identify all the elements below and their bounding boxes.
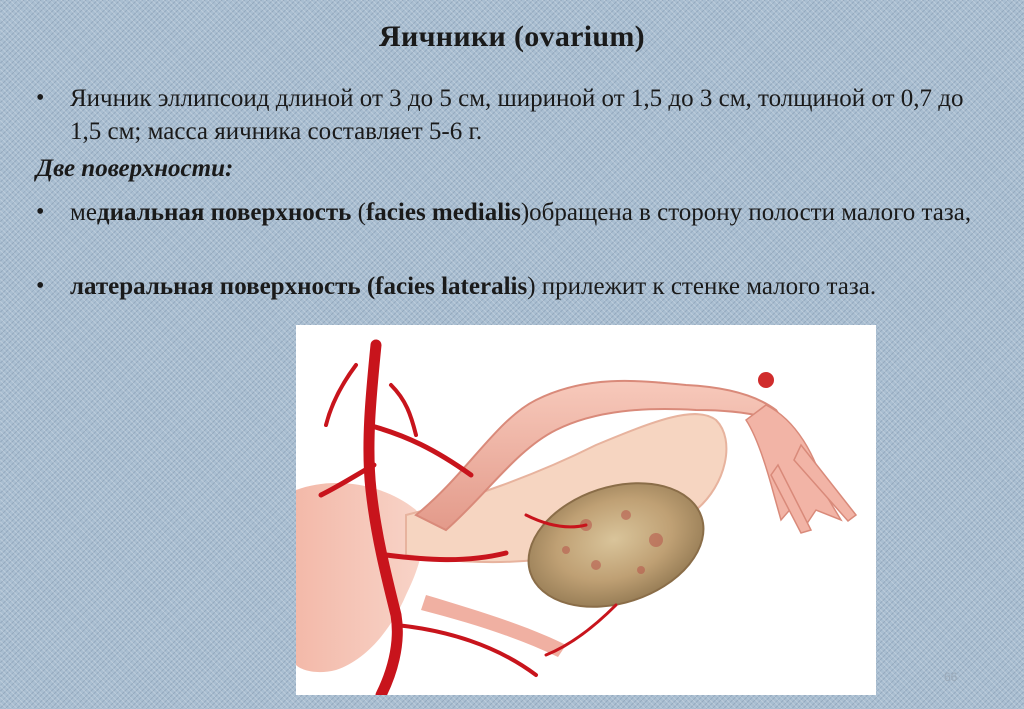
- ovary-illustration-svg: [296, 325, 876, 695]
- ovary-anatomy-illustration: [296, 325, 876, 695]
- tube-red-dot: [758, 372, 774, 388]
- bullet-dimensions-text: Яичник эллипсоид длиной от 3 до 5 см, шириной от 1,5 до 3 см, толщиной от 0,7 до 1,5 см; масса яичника составляет 5-6 г.: [70, 85, 964, 145]
- bullet-lateral-surface: [36, 270, 980, 303]
- bullet-medial-surface: [36, 196, 980, 229]
- slide-number: 66: [944, 670, 958, 684]
- uterus-shape: [296, 483, 423, 672]
- lateral-description: ) прилежит к стенке малого таза.: [527, 273, 877, 300]
- medial-term: диальная поверхность: [96, 199, 352, 226]
- bullet-dimensions: [36, 82, 980, 148]
- medial-latin-term: facies medialis: [365, 199, 521, 226]
- medial-prefix: ме: [70, 199, 97, 226]
- lateral-term: латеральная поверхность (facies lateralis: [70, 273, 528, 300]
- surfaces-subheading: Две поверхности:: [36, 155, 234, 182]
- bullet-marker: •: [36, 273, 45, 299]
- fimbriae: [746, 405, 856, 533]
- medial-paren: (: [351, 199, 366, 226]
- slide-title: Яичники (ovarium): [379, 20, 645, 53]
- bullet-marker: •: [36, 85, 45, 111]
- suspensory-ligament-shape: [421, 595, 566, 657]
- bullet-marker: •: [36, 199, 45, 225]
- medial-description: )обращена в сторону полости малого таза,: [520, 199, 972, 226]
